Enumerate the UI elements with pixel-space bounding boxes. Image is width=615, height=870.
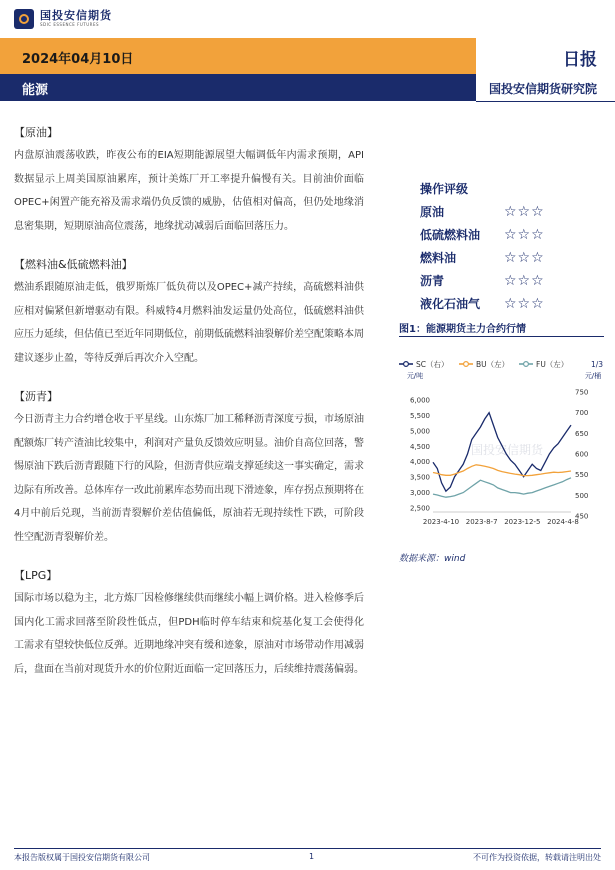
section-text: 燃油系跟随原油走低，俄罗斯炼厂低负荷以及OPEC+减产持续，高硫燃料油供应相对偏紧但新增驱动有限。科威特4月燃料油发运量仍处高位，低硫燃料油供应压力延续，但估值已至近年同期低位，前期低硫燃料油裂解价差空配策略本周建议逐步止盈，等待反弹后再次介入空配。 bbox=[14, 282, 364, 364]
left-tick-label: 4,000 bbox=[409, 458, 430, 467]
right-axis-unit: 元/桶 bbox=[584, 372, 602, 380]
section-title: 【沥青】 bbox=[14, 390, 58, 403]
sector-banner bbox=[0, 74, 476, 101]
company-logo bbox=[14, 9, 112, 29]
star-icon: ☆☆☆ bbox=[504, 249, 545, 266]
figure-divider bbox=[399, 336, 604, 337]
rating-row bbox=[420, 269, 600, 292]
legend-marker bbox=[464, 362, 469, 367]
date-banner bbox=[0, 38, 476, 74]
rating-row bbox=[420, 292, 600, 315]
legend-label: SC（右） bbox=[416, 360, 449, 369]
left-tick-label: 4,500 bbox=[409, 442, 430, 451]
logo-mark-icon bbox=[14, 9, 34, 29]
x-tick-label: 2023-8-7 bbox=[465, 518, 498, 526]
section-text: 国际市场以稳为主，北方炼厂因检修继续供而继续小幅上调价格。进入检修季后国内化工需求回落至阶段性低点，但PDH临时停车结束和烷基化复工会使得化工需求有望较快低位反弹。近期地缘冲突有缓和迹象，原油对市场带动作用减弱后，盘面在当前对现货升水的价位附近面临一定回落压力，后续维持震荡偏弱。 bbox=[14, 593, 364, 675]
rating-row bbox=[420, 246, 600, 269]
legend-page: 1/3 bbox=[591, 360, 604, 369]
x-tick-label: 2023-4-10 bbox=[422, 518, 460, 526]
institute-name: 国投安信期货研究院 bbox=[488, 82, 597, 96]
legend-label: FU（左） bbox=[536, 360, 569, 369]
energy-futures-chart bbox=[395, 356, 607, 541]
section-title: 【原油】 bbox=[14, 126, 58, 139]
section-title: 【燃料油&低硫燃料油】 bbox=[14, 258, 133, 271]
right-tick-label: 750 bbox=[575, 388, 589, 397]
logo-subtext: SDIC ESSENCE FUTURES bbox=[40, 22, 100, 27]
right-tick-label: 600 bbox=[575, 450, 589, 459]
left-axis-unit: 元/吨 bbox=[406, 372, 424, 380]
footer-disclaimer: 不可作为投资依据，转载请注明出处 bbox=[473, 853, 601, 862]
left-tick-label: 3,500 bbox=[409, 473, 430, 482]
rating-name: 原油 bbox=[420, 205, 445, 219]
section-text: 今日沥青主力合约增仓收于平星线。山东炼厂加工稀释沥青深度亏损，市场原油配额炼厂转产渣油比较集中，利润对产量负反馈效应明显。油价自高位回落，警惕原油下跌后沥青跟随下行的风险，但沥青供应端支撑延续这一事实确定，需求边际有所改善。总体库存一改此前累库态势而出现下滑迹象，库存拐点预期将在4月中前后兑现，当前沥青裂解价差估值偏低，原油若无现持续性下跌，可阶段性空配沥青裂解价差。 bbox=[14, 414, 364, 543]
left-tick-label: 3,000 bbox=[409, 489, 430, 498]
right-tick-label: 500 bbox=[575, 491, 589, 500]
figure-title: 图1：能源期货主力合约行情 bbox=[399, 324, 526, 335]
right-tick-label: 450 bbox=[575, 512, 589, 521]
series-line-fu bbox=[433, 478, 571, 497]
report-type: 日报 bbox=[563, 50, 597, 70]
page-number: 1 bbox=[309, 852, 315, 861]
rating-row bbox=[420, 200, 600, 223]
figure-source: 数据来源：wind bbox=[399, 554, 466, 564]
rating-title: 操作评级 bbox=[420, 182, 469, 196]
report-date: 2024年04月10日 bbox=[22, 52, 134, 67]
footer-divider bbox=[14, 848, 601, 849]
right-tick-label: 650 bbox=[575, 429, 589, 438]
star-icon: ☆☆☆ bbox=[504, 203, 545, 220]
rating-name: 燃料油 bbox=[420, 251, 457, 265]
series-line-bu bbox=[433, 465, 571, 476]
section-text: 内盘原油震荡收跌，昨夜公布的EIA短期能源展望大幅调低年内需求预期，API数据显示上周美国原油累库，预计美炼厂开工率提升偏慢有关。目前油价面临OPEC+闲置产能充裕及需求端仍负反馈的威胁，估值相对偏高，但仍处地缘消息密集期，短期原油高位震荡，地缘扰动减弱后面临回落压力。 bbox=[14, 150, 364, 232]
legend-marker bbox=[404, 362, 409, 367]
report-body bbox=[14, 124, 364, 699]
header-divider bbox=[476, 101, 615, 102]
x-tick-label: 2023-12-5 bbox=[504, 518, 541, 526]
section-lpg bbox=[14, 567, 364, 681]
right-tick-label: 700 bbox=[575, 409, 589, 418]
left-tick-label: 6,000 bbox=[409, 396, 430, 405]
star-icon: ☆☆☆ bbox=[504, 226, 545, 243]
rating-row bbox=[420, 223, 600, 246]
left-tick-label: 5,500 bbox=[409, 411, 430, 420]
x-tick-label: 2024-4-8 bbox=[547, 518, 579, 526]
left-tick-label: 5,000 bbox=[409, 427, 430, 436]
left-tick-label: 2,500 bbox=[409, 504, 430, 513]
rating-name: 低硫燃料油 bbox=[420, 228, 481, 242]
right-tick-label: 550 bbox=[575, 471, 589, 480]
section-fuel-oil bbox=[14, 256, 364, 370]
logo-text: 国投安信期货 bbox=[40, 9, 112, 22]
star-icon: ☆☆☆ bbox=[504, 272, 545, 289]
chart-watermark: 国投安信期货 bbox=[470, 443, 544, 457]
legend-label: BU（左） bbox=[476, 360, 510, 369]
sector-label: 能源 bbox=[22, 83, 49, 98]
rating-panel bbox=[420, 180, 600, 315]
rating-name: 沥青 bbox=[420, 274, 445, 288]
legend-marker bbox=[524, 362, 529, 367]
rating-name: 液化石油气 bbox=[420, 297, 481, 311]
section-asphalt bbox=[14, 388, 364, 549]
star-icon: ☆☆☆ bbox=[504, 295, 545, 312]
section-crude-oil bbox=[14, 124, 364, 238]
section-title: 【LPG】 bbox=[14, 569, 58, 582]
footer-copyright: 本报告版权属于国投安信期货有限公司 bbox=[14, 853, 150, 862]
